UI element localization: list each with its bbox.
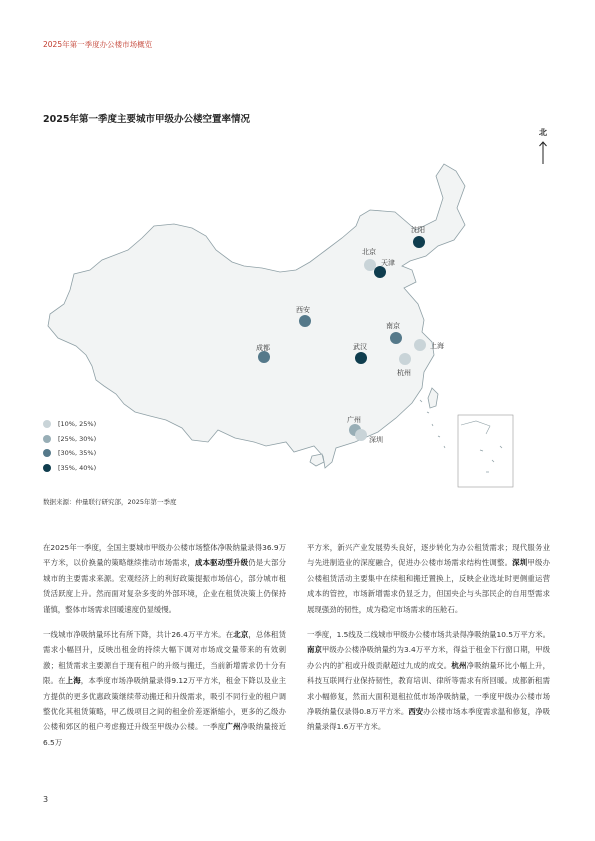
city-marker — [355, 352, 367, 364]
city-marker — [390, 332, 402, 344]
map-title: 2025年第一季度主要城市甲级办公楼空置率情况 — [43, 114, 250, 125]
city-marker — [414, 339, 426, 351]
city-marker — [374, 266, 386, 278]
north-arrow — [536, 127, 550, 164]
body-column-left — [43, 540, 286, 760]
legend-swatch — [43, 449, 51, 457]
hainan-island — [310, 454, 324, 466]
city-label: 杭州 — [397, 369, 411, 377]
paragraph-tier2: 一季度，1.5线及二线城市甲级办公楼市场共录得净吸纳量10.5万平方米。南京甲级办公楼净吸纳量约为3.4万平方米，得益于租金下行窗口期，甲级办公内的扩租或升级贡献超过九成的成交。杭州净吸纳量环比小幅上升，科技互联网行业保持韧性，教育培训、律所等需求有所回暖。成都新租需求小幅修复，然而大面积退租拉低市场净吸纳量，一季度甲级办公楼市场净吸纳量仅录得0.8万平方米。西安办公楼市场本季度需求温和修复，净吸纳量录得1.6万平方米。 — [307, 630, 550, 732]
city-label: 深圳 — [369, 436, 383, 444]
city-label: 沈阳 — [411, 226, 425, 234]
legend-swatch — [43, 420, 51, 428]
china-outline — [48, 164, 465, 468]
city-marker — [399, 353, 411, 365]
legend-label: [10%, 25%) — [58, 420, 97, 429]
body-column-right — [307, 540, 550, 745]
city-label: 广州 — [347, 416, 361, 424]
city-marker — [258, 351, 270, 363]
north-label: 北 — [539, 128, 547, 137]
city-label: 北京 — [362, 248, 376, 256]
city-label: 成都 — [256, 344, 270, 352]
city-label: 上海 — [430, 342, 444, 350]
legend-label: [25%, 30%) — [58, 434, 97, 443]
city-label: 西安 — [296, 306, 310, 314]
legend-swatch — [43, 435, 51, 443]
page-number: 3 — [43, 795, 49, 804]
report-header: 2025年第一季度办公楼市场概览 — [43, 40, 153, 49]
north-arrow-icon — [538, 140, 548, 164]
city-label: 武汉 — [353, 343, 367, 351]
legend-item — [43, 432, 96, 447]
city-marker — [413, 236, 425, 248]
paragraph-tier1: 一线城市净吸纳量环比有所下降，共计26.4万平方米。在北京，总体租赁需求小幅回升，反映出租金的持续大幅下调对市场成交量带来的有效刺激；租赁需求主要源自于现有租户的升级与搬迁，当前新增需求仍十分有限。在上海，本季度市场净吸纳量录得9.12万平方米，租金下降以及业主方提供的更多优惠政策继续带动搬迁和升级需求，吸引不同行业的租户调整优化其租赁策略，甲乙级项目之间的租金价差逐渐缩小，更多的乙级办公楼和郊区的租户考虑搬迁升级至甲级办公楼。一季度广州净吸纳量接近6.5万 — [43, 630, 286, 747]
data-source: 数据来源：仲量联行研究部，2025年第一季度 — [43, 498, 177, 506]
legend-label: [35%, 40%) — [58, 463, 97, 472]
china-map — [40, 150, 520, 495]
legend-item — [43, 417, 96, 432]
legend-item — [43, 446, 96, 461]
taiwan-island — [428, 388, 438, 408]
city-marker — [364, 259, 376, 271]
city-label: 南京 — [386, 322, 400, 330]
south-china-sea-inset — [458, 415, 513, 487]
legend-item — [43, 461, 96, 476]
city-label: 天津 — [381, 259, 395, 267]
city-marker — [355, 429, 367, 441]
legend — [43, 417, 96, 475]
paragraph-tier1-cont: 平方米，新兴产业发展势头良好，逐步转化为办公租赁需求；现代服务业与先进制造业的深度融合，促进办公楼市场需求结构性调整。深圳甲级办公楼租赁活动主要集中在续租和搬迁置换上，反映企业选址时更侧重运营成本的管控，市场新增需求仍显乏力，但国央企与头部民企的自用型需求展现强劲的韧性，成为稳定市场需求的压舱石。 — [307, 543, 550, 614]
legend-swatch — [43, 464, 51, 472]
legend-label: [30%, 35%) — [58, 449, 97, 458]
paragraph-overview: 在2025年一季度，全国主要城市甲级办公楼市场整体净吸纳量录得36.9万平方米，以价换量的策略继续推动市场需求，成本驱动型升级仍是大部分城市的主要需求来源。宏观经济上的利好政策提振市场信心，部分城市租赁活跃度上升。然而面对复杂多变的外部环境，企业在租赁决策上仍保持谨慎，整体市场需求回暖速度仍显缓慢。 — [43, 543, 286, 614]
city-marker — [299, 315, 311, 327]
